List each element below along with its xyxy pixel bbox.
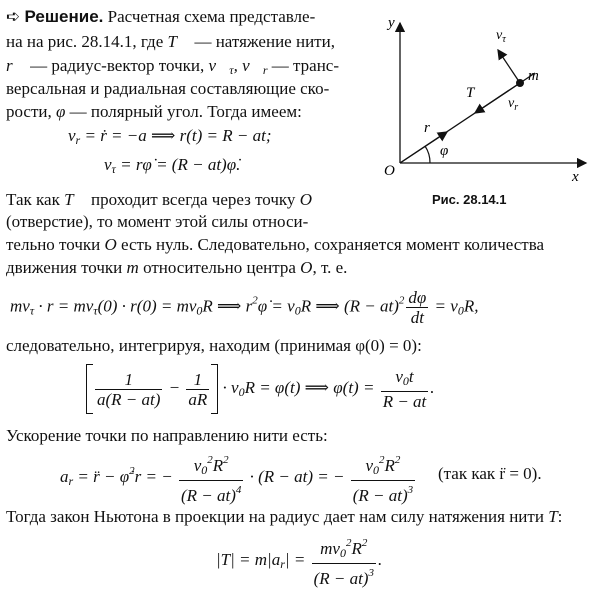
tension-symbol: T⃗: [167, 32, 191, 51]
radius-label: r: [424, 120, 430, 136]
angle-arc: [425, 146, 430, 163]
intro-line-3: r⃗ — радиус-вектор точки, $v⃗_\tau$, $v⃗_r$ — транс-: [6, 56, 340, 77]
equation-phi: $\frac{1}{a(R - at)}$ − $\frac{1}{aR}$ · $v_0R = \varphi(t)$ ⟹ φ(t) = $\frac{v_0t}{R - at}$ .: [86, 364, 435, 414]
equation-tension: $|T| = m|a_r|$ = $\frac{mv_0^2R^2}{(R - at)^3}$ .: [216, 534, 382, 588]
intro-line-1: Расчетная схема представле-: [107, 7, 316, 26]
angle-label: φ: [440, 143, 449, 159]
v-r-label: $v_r$: [508, 96, 519, 113]
intro-line-2: на на рис. 28.14.1, где T⃗ — натяжение нити,: [6, 32, 335, 51]
origin-label: O: [384, 163, 395, 179]
pointing-hand-icon: ➪: [6, 7, 21, 26]
solution-header: [6, 6, 315, 28]
para2: следовательно, интегрируя, находим (принимая φ(0) = 0):: [6, 336, 422, 355]
para1-line-4: движения точки m относительно центра O, т. е.: [6, 258, 348, 277]
figure-28-14-1: [372, 5, 594, 210]
point-m-label: m: [528, 68, 539, 84]
v-tau-arrow: [498, 50, 520, 83]
para1-line-2: (отверстие), то момент этой силы относи-: [6, 212, 309, 231]
tension-label: T: [466, 85, 475, 101]
para4: Тогда закон Ньютона в проекции на радиус дает нам силу натяжения нити T:: [6, 507, 563, 526]
v-tau-label: $v_\tau$: [496, 28, 506, 45]
equation-vtau: $v_\tau$ = rφ̇ = (R − at)φ̇.: [104, 155, 241, 176]
para1-line-1: Так как T⃗ проходит всегда через точку O: [6, 190, 312, 209]
para1-line-3: тельно точки O есть нуль. Следовательно, сохраняется момент количества: [6, 235, 545, 254]
y-axis-label: y: [388, 15, 395, 31]
intro-line-4: версальная и радиальная составляющие ско-: [6, 79, 330, 98]
x-axis-label: x: [572, 169, 579, 185]
figure-caption: Рис. 28.14.1: [432, 192, 507, 207]
equation-momentum: $mv_\tau \cdot r = mv_\tau(0) \cdot r(0) = mv_0R$ ⟹ $r^2\varphi̇ = v_0R$ ⟹ (R − at)$^2$ $\frac{d\varphi}{dt}$ = $v_0R$,: [10, 288, 479, 327]
equation-note: (так как r̈ = 0).: [438, 464, 542, 483]
solution-title: Решение.: [24, 7, 104, 26]
equation-vr: $v_r$ = ṙ = −a ⟹ r(t) = R − at;: [68, 126, 272, 147]
intro-line-5: рости, φ — полярный угол. Тогда имеем:: [6, 102, 302, 121]
equation-ar: $a_r$ = r̈ − φ̇$^2$r = − $\frac{v_0^2R^2}{(R - at)^4}$ · (R − at) = − $\frac{v_0^2R^2}{(R - at)^3}$: [60, 451, 417, 505]
para3: Ускорение точки по направлению нити есть:: [6, 426, 328, 445]
